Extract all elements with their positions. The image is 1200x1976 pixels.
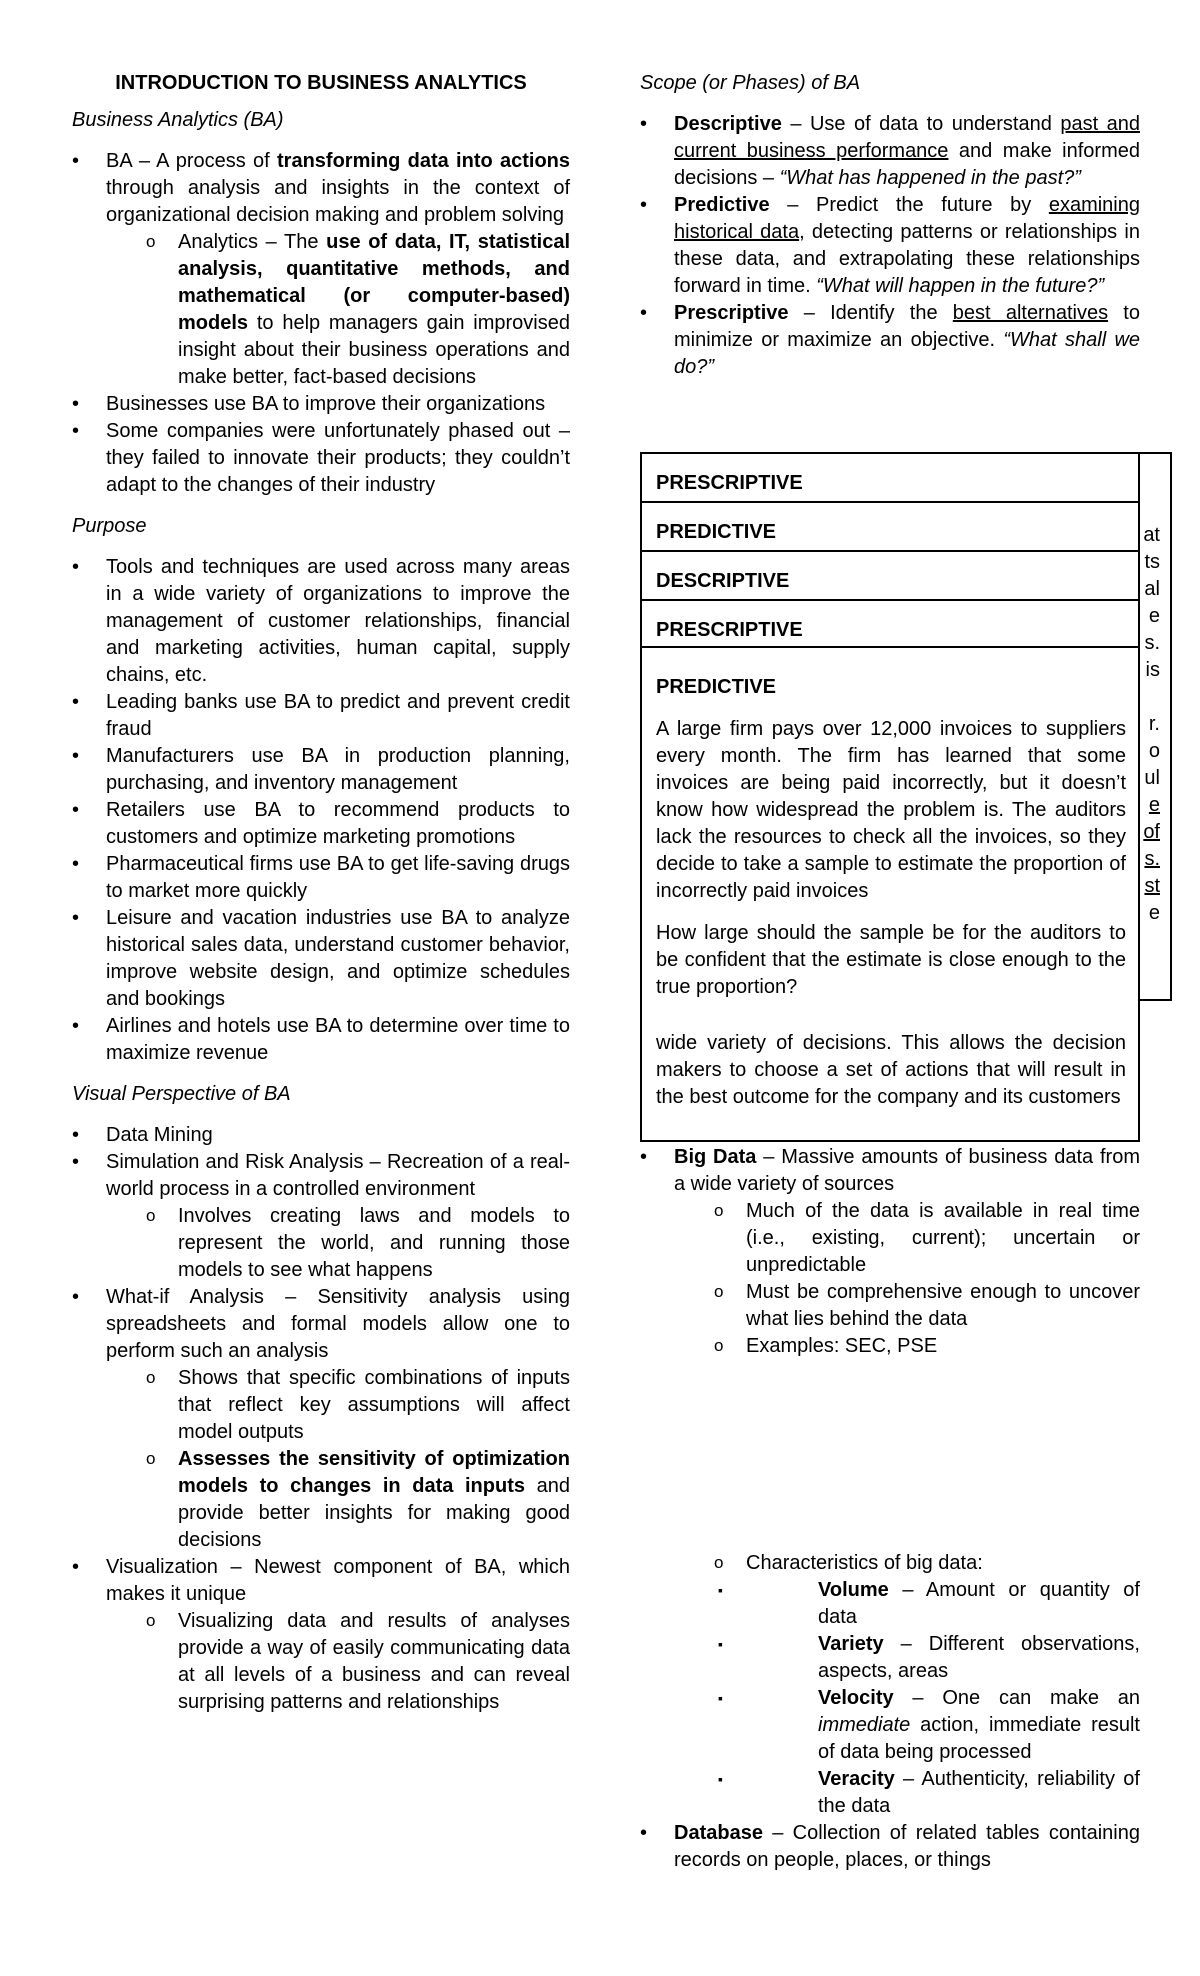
visual-heading: Visual Perspective of BA	[72, 1083, 291, 1105]
ba-list	[72, 148, 570, 499]
ba-heading: Business Analytics (BA)	[72, 109, 284, 131]
purpose-heading: Purpose	[72, 515, 147, 537]
underlying-text-box	[640, 1028, 1140, 1142]
ghost-text: r.	[1148, 713, 1160, 735]
list-item: • Descriptive – Use of data to understand past and current business performance and make informed decisions – “What has happened in the past?”	[640, 111, 1140, 192]
list-item: • Some companies were unfortunately phased out – they failed to innovate their products; they couldn’t adapt to the changes of their industry	[72, 418, 570, 499]
sub-list	[106, 1608, 570, 1716]
ghost-text: o	[1148, 740, 1160, 762]
ghost-text: s.	[1144, 848, 1160, 870]
sub-list	[106, 229, 570, 391]
list-item: ▪ Variety – Different observations, aspects, areas	[674, 1631, 1140, 1685]
list-item: • Visualization – Newest component of BA, which makes it unique o Visualizing data and results of analyses provide a way of easily communicating data at all levels of a business and can reveal surprising patterns and relationships	[72, 1554, 570, 1716]
visual-list	[72, 1122, 570, 1716]
tab-prescriptive: PRESCRIPTIVE	[640, 452, 1140, 504]
list-item: • Retailers use BA to recommend products to customers and optimize marketing promotions	[72, 797, 570, 851]
list-item: o Analytics – The use of data, IT, statistical analysis, quantitative methods, and mathematical (or computer-based) models to help managers gain improvised insight about their business operations and make better, fact-based decisions	[106, 229, 570, 391]
ghost-text: ul	[1144, 767, 1160, 789]
tab-predictive: PREDICTIVE	[640, 501, 1140, 553]
list-item: • Prescriptive – Identify the best alternatives to minimize or maximize an objective. “What shall we do?”	[640, 300, 1140, 381]
ghost-text: al	[1144, 578, 1160, 600]
underlying-text: wide variety of decisions. This allows the decision makers to choose a set of actions that will result in the best outcome for the company and its customers	[656, 1032, 1126, 1108]
right-column	[640, 70, 1140, 395]
ghost-text: is	[1145, 659, 1160, 681]
list-item: • BA – A process of transforming data into actions through analysis and insights in the context of organizational decision making and problem solving o Analytics – The use of data, IT, statistical analysis, quantitative methods, and mathematical (or computer-based) models to help managers gain improvised insight about their business operations and make better, fact-based decisions	[72, 148, 570, 391]
list-item: ▪ Volume – Amount or quantity of data	[674, 1577, 1140, 1631]
list-item: o Involves creating laws and models to represent the world, and running those models to see what happens	[106, 1203, 570, 1284]
panel-question: How large should the sample be for the auditors to be confident that the estimate is close enough to the true proportion?	[656, 922, 1126, 998]
list-item: • Airlines and hotels use BA to determine over time to maximize revenue	[72, 1013, 570, 1067]
page-title: INTRODUCTION TO BUSINESS ANALYTICS	[115, 72, 527, 94]
list-item: o Must be comprehensive enough to uncover what lies behind the data	[674, 1279, 1140, 1333]
characteristics-list	[674, 1577, 1140, 1820]
list-item: • Leading banks use BA to predict and prevent credit fraud	[72, 689, 570, 743]
list-item: • Manufacturers use BA in production planning, purchasing, and inventory management	[72, 743, 570, 797]
list-item: o Much of the data is available in real time (i.e., existing, current); uncertain or unpredictable	[674, 1198, 1140, 1279]
list-item: o Shows that specific combinations of inputs that reflect key assumptions will affect model outputs	[106, 1365, 570, 1446]
sub-list	[674, 1550, 1140, 1820]
sub-list	[106, 1365, 570, 1554]
scope-heading: Scope (or Phases) of BA	[640, 72, 861, 94]
list-item: o Characteristics of big data: ▪ Volume – Amount or quantity of data ▪ Variety – Different observations, aspects, areas ▪ Velocity – One can make an immediate action, immediate result of data being processed ▪ Veracity – Authenticity, reliability of the data	[674, 1550, 1140, 1820]
left-column	[72, 70, 570, 1730]
tab-prescriptive-2: PRESCRIPTIVE	[640, 599, 1140, 651]
list-item: • Leisure and vacation industries use BA to analyze historical sales data, understand customer behavior, improve website design, and optimize schedules and bookings	[72, 905, 570, 1013]
list-item: • Simulation and Risk Analysis – Recreation of a real-world process in a controlled environment o Involves creating laws and models to represent the world, and running those models to see what happens	[72, 1149, 570, 1284]
ghost-text: ts	[1144, 551, 1160, 573]
list-item: • What-if Analysis – Sensitivity analysis using spreadsheets and formal models allow one to perform such an analysis o Shows that specific combinations of inputs that reflect key assumptions will affect model outputs o Assesses the sensitivity of optimization models to changes in data inputs and provide better insights for making good decisions	[72, 1284, 570, 1554]
list-item: • Pharmaceutical firms use BA to get life-saving drugs to market more quickly	[72, 851, 570, 905]
ghost-text: of	[1143, 821, 1160, 843]
purpose-list	[72, 554, 570, 1067]
ghost-text: at	[1143, 524, 1160, 546]
list-item: o Visualizing data and results of analyses provide a way of easily communicating data at all levels of a business and can reveal surprising patterns and relationships	[106, 1608, 570, 1716]
predictive-panel	[640, 646, 1140, 1030]
ghost-text: e	[1148, 794, 1160, 816]
list-item: • Database – Collection of related tables containing records on people, places, or things	[640, 1820, 1140, 1874]
list-item: o Assesses the sensitivity of optimization models to changes in data inputs and provide better insights for making good decisions	[106, 1446, 570, 1554]
panel-paragraph: A large firm pays over 12,000 invoices to suppliers every month. The firm has learned that some invoices are being paid incorrectly, but it doesn’t know how widespread the problem is. The auditors lack the resources to check all the invoices, so they decide to take a sample to estimate the proportion of incorrectly paid invoices	[656, 718, 1126, 902]
big-data-section	[640, 1144, 1140, 1888]
scope-list	[640, 111, 1140, 381]
big-data-list	[640, 1144, 1140, 1874]
list-item: o Examples: SEC, PSE	[674, 1333, 1140, 1360]
list-item: ▪ Veracity – Authenticity, reliability of the data	[674, 1766, 1140, 1820]
list-item: • Tools and techniques are used across many areas in a wide variety of organizations to improve the management of customer relationships, financial and marketing activities, human capital, supply chains, etc.	[72, 554, 570, 689]
sub-list	[674, 1198, 1140, 1360]
ghost-text: st	[1144, 875, 1160, 897]
list-item: • Big Data – Massive amounts of business data from a wide variety of sources o Much of the data is available in real time (i.e., existing, current); uncertain or unpredictable o Must be comprehensive enough to uncover what lies behind the data o Examples: SEC, PSE o Characteristics of big data: ▪ Volume – Amount or quantity of data ▪ Variety – Different observations, aspects, areas ▪ Velocity – One can make an immediate action, immediate result of data being processed ▪ Veracity – Authenticity, reliability of the data	[640, 1144, 1140, 1820]
ghost-text: s.	[1144, 632, 1160, 654]
list-item: • Data Mining	[72, 1122, 570, 1149]
ghost-text: e	[1148, 902, 1160, 924]
list-item: • Businesses use BA to improve their organizations	[72, 391, 570, 418]
tab-descriptive: DESCRIPTIVE	[640, 550, 1140, 602]
panel-title: PREDICTIVE	[656, 676, 777, 698]
list-item: ▪ Velocity – One can make an immediate action, immediate result of data being processed	[674, 1685, 1140, 1766]
sub-list	[106, 1203, 570, 1284]
ghost-text: e	[1148, 605, 1160, 627]
list-item: • Predictive – Predict the future by examining historical data, detecting patterns or relationships in these data, and extrapolating these relationships forward in time. “What will happen in the future?”	[640, 192, 1140, 300]
